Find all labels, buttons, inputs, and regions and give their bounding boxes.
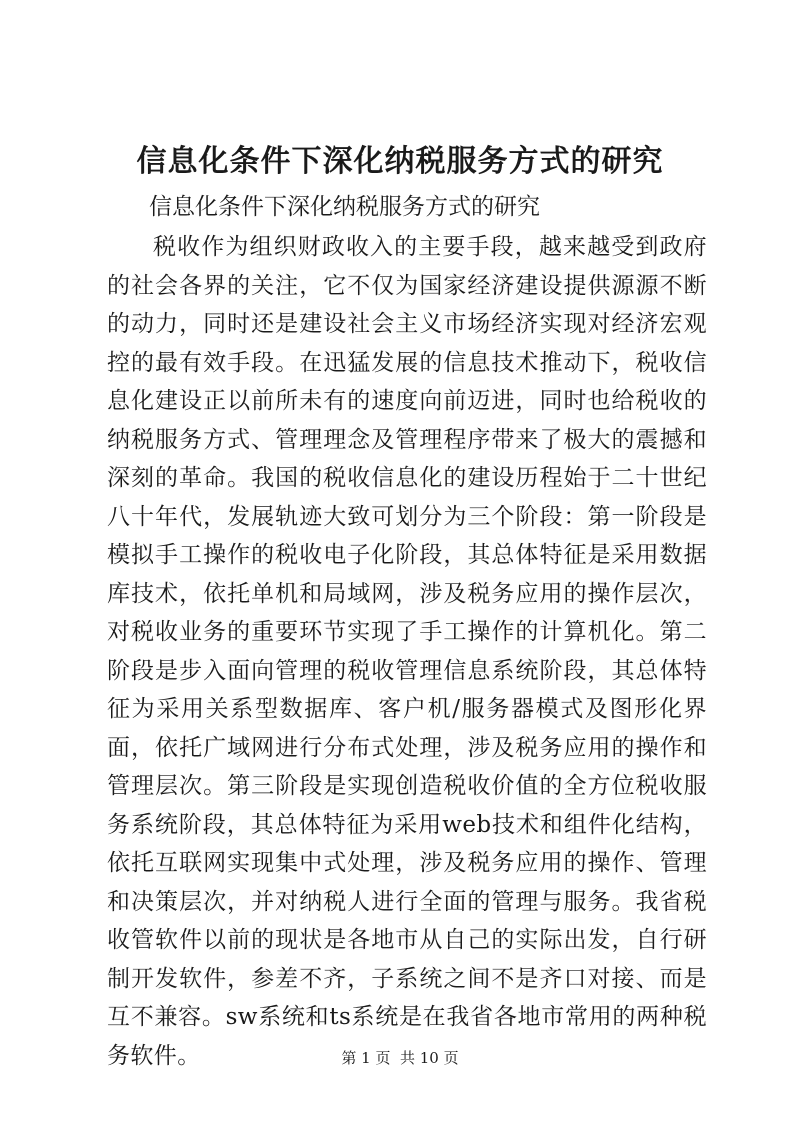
page-number-footer: 第 1 页 共 10 页 (341, 1049, 459, 1067)
body-paragraph: 税收作为组织财政收入的主要手段，越来越受到政府的社会各界的关注，它不仅为国家经济建设提供源源不断的动力，同时还是建设社会主义市场经济实现对经济宏观控的最有效手段。在迅猛发展的信息技术推动下，税收信息化建设正以前所未有的速度向前迈进，同时也给税收的纳税服务方式、管理理念及管理程序带来了极大的震撼和深刻的革命。我国的税收信息化的建设历程始于二十世纪八十年代，发展轨迹大致可划分为三个阶段：第一阶段是模拟手工操作的税收电子化阶段，其总体特征是采用数据库技术，依托单机和局域网，涉及税务应用的操作层次，对税收业务的重要环节实现了手工操作的计算机化。第二阶段是步入面向管理的税收管理信息系统阶段，其总体特征为采用关系型数据库、客户机/服务器模式及图形化界面，依托广域网进行分布式处理，涉及税务应用的操作和管理层次。第三阶段是实现创造税收价值的全方位税收服务系统阶段，其总体特征为采用web技术和组件化结构，依托互联网实现集中式处理，涉及税务应用的操作、管理和决策层次，并对纳税人进行全面的管理与服务。我省税收管软件以前的现状是各地市从自己的实际出发，自行研制开发软件，参差不齐，子系统之间不是齐口对接、而是互不兼容。sw系统和ts系统是在我省各地市常用的两种税务软件。 (107, 234, 707, 1069)
document-subtitle: 信息化条件下深化纳税服务方式的研究 (149, 194, 540, 220)
document-title: 信息化条件下深化纳税服务方式的研究 (136, 144, 664, 179)
